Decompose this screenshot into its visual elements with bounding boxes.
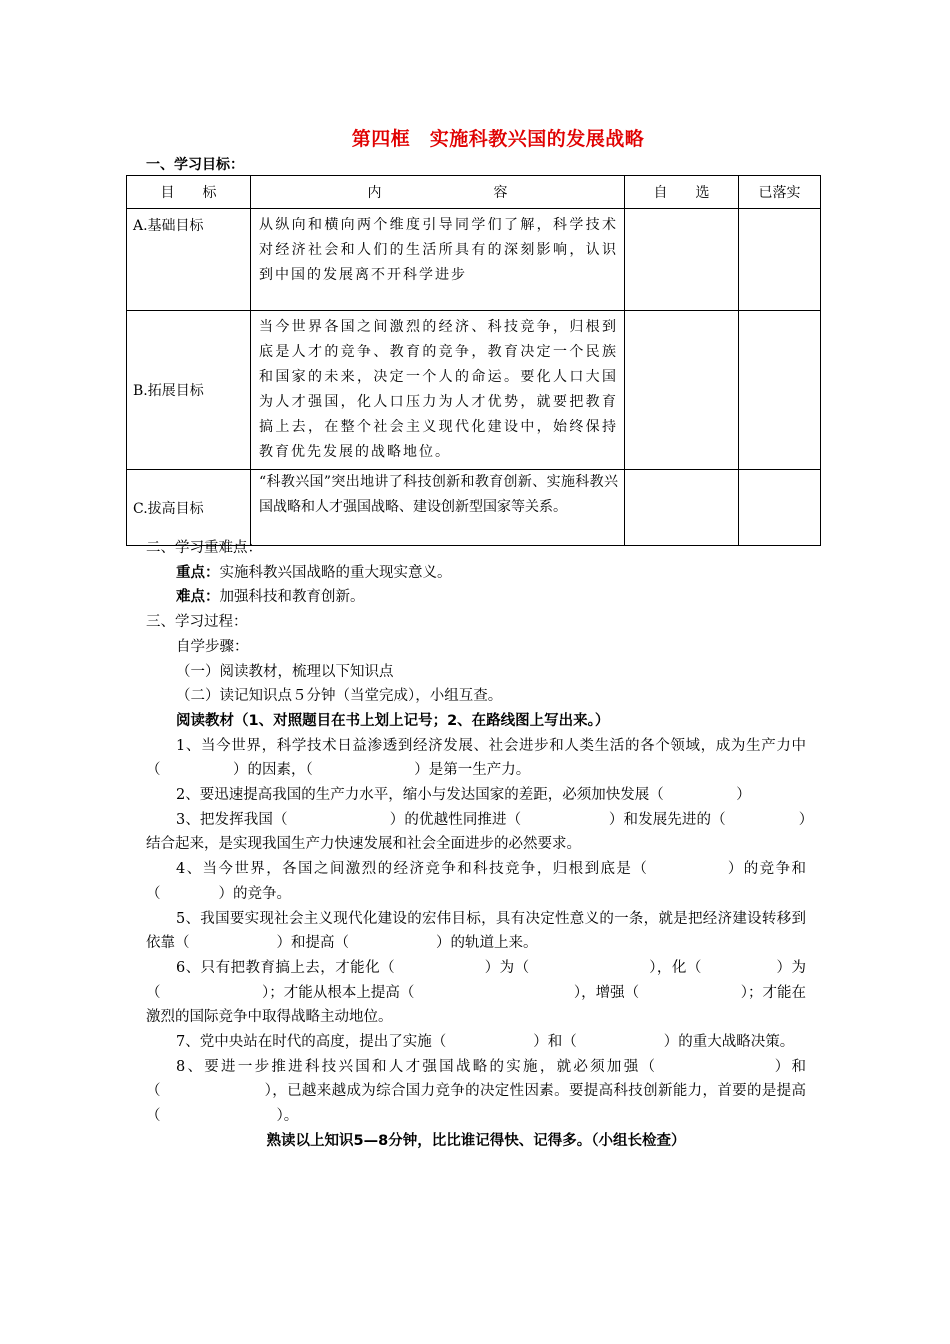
choice-cell[interactable] bbox=[625, 311, 739, 470]
key-text: 实施科教兴国战略的重大现实意义。 bbox=[219, 564, 452, 581]
choice-cell[interactable] bbox=[625, 209, 739, 311]
fill-blank-item: 8、要进一步推进科技兴国和人才强国战略的实施，就必须加强（ ）和（ ），已越来越成为综合国力竞争的决定性因素。要提高科技创新能力，首要的是提高（ ）。 bbox=[146, 1058, 806, 1125]
reading-heading: 阅读教材（1、对照题目在书上划上记号；2、在路线图上写出来。） bbox=[176, 712, 610, 729]
step-one: （一）阅读教材，梳理以下知识点 bbox=[176, 663, 394, 680]
closing-instruction: 熟读以上知识5—8分钟，比比谁记得快、记得多。（小组长检查） bbox=[266, 1132, 686, 1149]
content-cell: 当今世界各国之间激烈的经济、科技竞争，归根到底是人才的竞争、教育的竞争，教育决定一个民族和国家的未来，决定一个人的命运。要化人口大国为人才强国，化人口压力为人才优势，就要把教育搞上去，在整个社会主义现代化建设中，始终保持教育优先发展的战略地位。 bbox=[251, 311, 625, 470]
done-cell[interactable] bbox=[739, 470, 821, 546]
fill-blank-item: 5、我国要实现社会主义现代化建设的宏伟目标，具有决定性意义的一条，就是把经济建设转移到依靠（ ）和提高（ ）的轨道上来。 bbox=[146, 910, 806, 952]
header-content: 内 容 bbox=[251, 176, 625, 209]
objectives-table bbox=[126, 175, 821, 546]
key-label: 重点： bbox=[176, 564, 220, 581]
section-heading-objectives: 一、学习目标： bbox=[146, 157, 244, 173]
fill-blank-item: 6、只有把教育搞上去，才能化（ ）为（ ），化（ ）为（ ）；才能从根本上提高（ ），增强（ ）；才能在激烈的国际竞争中取得战略主动地位。 bbox=[146, 959, 806, 1026]
header-choice: 自 选 bbox=[625, 176, 739, 209]
header-done: 已落实 bbox=[739, 176, 821, 209]
goal-cell: C.拔高目标 bbox=[127, 470, 251, 546]
fill-blank-item: 7、党中央站在时代的高度，提出了实施（ ）和（ ）的重大战略决策。 bbox=[176, 1034, 795, 1051]
table-row bbox=[127, 209, 821, 311]
done-cell[interactable] bbox=[739, 209, 821, 311]
key-point bbox=[146, 561, 806, 586]
choice-cell[interactable] bbox=[625, 470, 739, 546]
section-heading-key-points: 二、学习重难点： bbox=[146, 540, 262, 556]
goal-cell: A.基础目标 bbox=[127, 209, 251, 311]
page-title: 第四框 实施科教兴国的发展战略 bbox=[351, 128, 645, 150]
fill-blank-item: 1、当今世界，科学技术日益渗透到经济发展、社会进步和人类生活的各个领域，成为生产力中（ ）的因素，（ ）是第一生产力。 bbox=[146, 737, 806, 779]
difficulty-label: 难点： bbox=[176, 589, 220, 606]
section-heading-process: 三、学习过程： bbox=[146, 614, 248, 631]
step-two: （二）读记知识点５分钟（当堂完成），小组互查。 bbox=[176, 688, 503, 705]
fill-blank-item: 2、要迅速提高我国的生产力水平，缩小与发达国家的差距，必须加快发展（ ） bbox=[176, 787, 751, 804]
content-cell: “科教兴国”突出地讲了科技创新和教育创新、实施科教兴国战略和人才强国战略、建设创新型国家等关系。 bbox=[251, 470, 625, 546]
difficult-point bbox=[146, 585, 806, 610]
fill-blank-item: 3、把发挥我国（ ）的优越性同推进（ ）和发展先进的（ ）结合起来，是实现我国生产力快速发展和社会全面进步的必然要求。 bbox=[146, 811, 806, 853]
done-cell[interactable] bbox=[739, 311, 821, 470]
difficulty-text: 加强科技和教育创新。 bbox=[219, 589, 365, 606]
goal-cell: B.拓展目标 bbox=[127, 311, 251, 470]
fill-blank-item: 4、当今世界，各国之间激烈的经济竞争和科技竞争，归根到底是（ ）的竞争和（ ）的竞争。 bbox=[146, 861, 806, 902]
content-cell: 从纵向和横向两个维度引导同学们了解，科学技术对经济社会和人们的生活所具有的深刻影响，认识到中国的发展离不开科学进步 bbox=[251, 209, 625, 311]
document-body bbox=[146, 536, 806, 1154]
header-goal: 目 标 bbox=[127, 176, 251, 209]
table-row bbox=[127, 470, 821, 546]
self-study-label: 自学步骤： bbox=[176, 638, 249, 655]
table-header-row bbox=[127, 176, 821, 209]
table-row bbox=[127, 311, 821, 470]
